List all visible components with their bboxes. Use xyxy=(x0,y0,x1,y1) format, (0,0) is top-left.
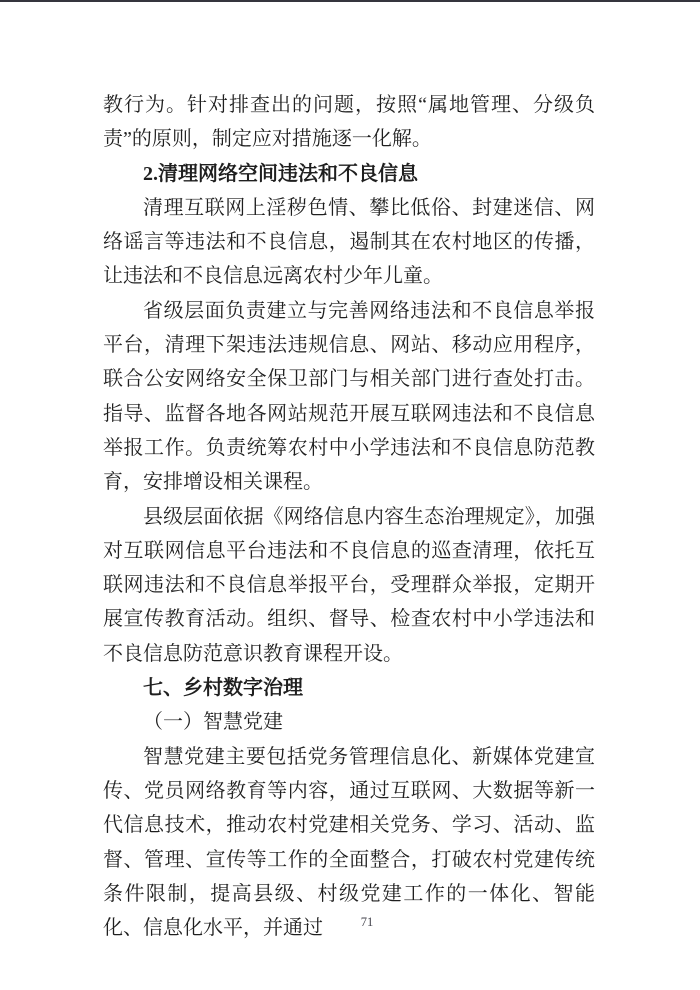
document-body xyxy=(103,88,595,945)
section-heading-level2: （一）智慧党建 xyxy=(143,711,283,734)
paragraph: 清理互联网上淫秽色情、攀比低俗、封建迷信、网络谣言等违法和不良信息，遏制其在农村地区的传播，让违法和不良信息远离农村少年儿童。 xyxy=(103,196,595,288)
paragraph: 县级层面依据《网络信息内容生态治理规定》，加强对互联网信息平台违法和不良信息的巡查清理，依托互联网违法和不良信息举报平台，受理群众举报，定期开展宣传教育活动。组织、督导、检查农村中小学违法和不良信息防范意识教育课程开设。 xyxy=(103,505,595,665)
page-top-edge xyxy=(0,0,700,2)
paragraph-continuation: 教行为。针对排查出的问题，按照“属地管理、分级负责”的原则，制定应对措施逐一化解。 xyxy=(103,94,595,151)
section-heading-level3: 2.清理网络空间违法和不良信息 xyxy=(143,162,418,185)
page-footer xyxy=(17,913,700,931)
section-heading-level1: 七、乡村数字治理 xyxy=(143,677,303,700)
page-number: 71 xyxy=(360,915,374,929)
paragraph: 省级层面负责建立与完善网络违法和不良信息举报平台，清理下架违法违规信息、网站、移动应用程序，联合公安网络安全保卫部门与相关部门进行查处打击。指导、监督各地各网站规范开展互联网违法和不良信息举报工作。负责统筹农村中小学违法和不良信息防范教育，安排增设相关课程。 xyxy=(103,299,595,494)
paragraph: 智慧党建主要包括党务管理信息化、新媒体党建宣传、党员网络教育等内容，通过互联网、大数据等新一代信息技术，推动农村党建相关党务、学习、活动、监督、管理、宣传等工作的全面整合，打破农村党建传统条件限制，提高县级、村级党建工作的一体化、智能化、信息化水平，并通过 xyxy=(103,745,595,940)
